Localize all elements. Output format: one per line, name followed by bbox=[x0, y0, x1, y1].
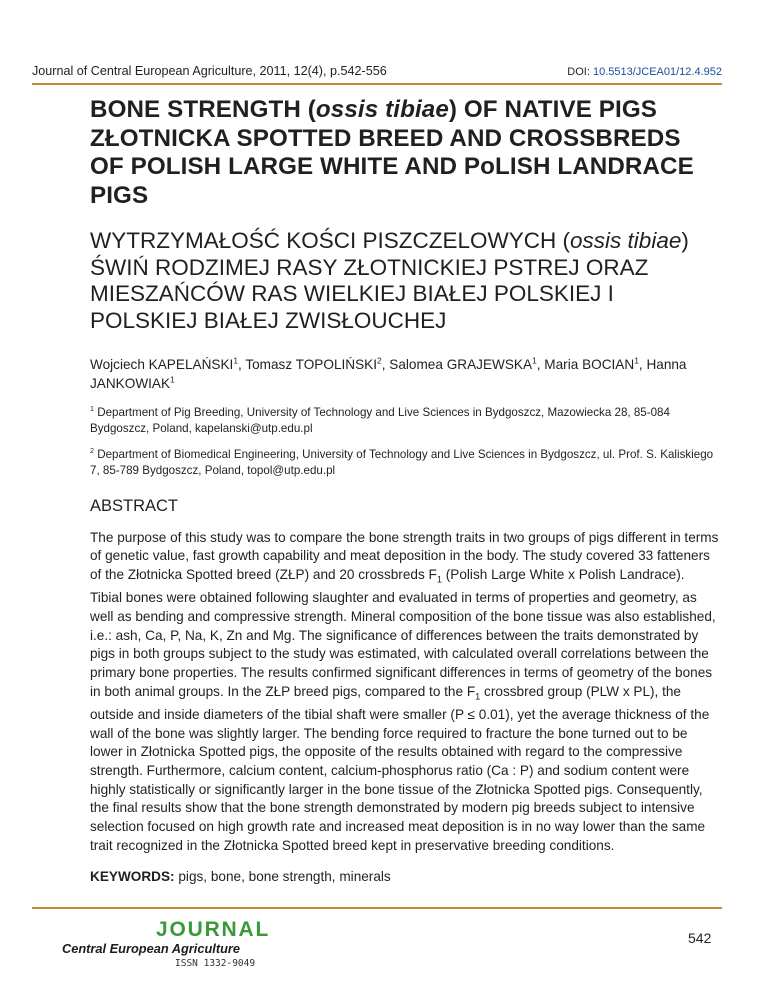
doi-label: DOI: bbox=[567, 66, 590, 78]
keywords-label: KEYWORDS: bbox=[90, 869, 175, 885]
author: Hanna JANKOWIAK bbox=[90, 357, 687, 391]
title-latin-term: ossis tibiae bbox=[315, 96, 449, 123]
article-front-matter bbox=[90, 96, 720, 884]
title-pl-latin-term: ossis tibiae bbox=[570, 228, 682, 253]
affiliation-1: $^1$ Department of Pig Breeding, University of Technology and Live Sciences in Bydgoszcz, Mazowiecka 28, 85-084 Bydgoszcz, Poland, kapelanski@utp.edu.pl bbox=[90, 404, 670, 435]
doi-link[interactable]: 10.5513/JCEA01/12.4.952 bbox=[592, 66, 722, 78]
abstract-heading: ABSTRACT bbox=[90, 496, 179, 515]
article-title-english: BONE STRENGTH (ossis tibiae) OF NATIVE PIGS ZŁOTNICKA SPOTTED BREED AND CROSSBREDS OF POLISH LARGE WHITE AND PoLISH LANDRACE PIGS bbox=[90, 96, 694, 209]
journal-logo bbox=[62, 918, 292, 982]
author: Tomasz TOPOLIŃSKI bbox=[245, 357, 378, 372]
abstract-text: The purpose of this study was to compare the bone strength traits in two groups of pigs different in terms of genetic value, fast growth capability and meat deposition in the body. The study covered 33 fatteners of the Złotnicka Spotted breed (ZŁP) and 20 crossbreds $F_1$ (Polish Large White x Polish Landrace). Tibial bones were obtained following slaughter and evaluated in terms of properties and geometry, as well as bending and compressive strength. Mineral composition of the bone tissue was also established, i.e.: ash, Ca, P, Na, K, Zn and Mg. The significance of differences between the traits demonstrated by pigs in both groups subject to the study was estimated, with calculated overall correlations between the primary bone properties. The results confirmed significant differences in terms of geometry of the bones in both animal groups. In the ZŁP breed pigs, compared to the $F_1$ crossbred group (PLW x PL), the outside and inside diameters of the tibial shaft were smaller (P ≤ 0.01), yet the average thickness of the wall of the bone was slightly larger. The bending force required to fracture the bone turned out to be lower in Złotnicka Spotted pigs, the opposite of the results obtained with regard to the compressive strength. Furthermore, calcium content, calcium-phosphorus ratio (Ca : P) and sodium content were highly statistically or significantly larger in the bone tissue of the Złotnicka Spotted pigs. Consequently, the final results show that the bone strength demonstrated by modern pig breeds subject to intensive selection focused on high growth rate and increased meat deposition is in no way lower than the same trait recognized in the Złotnicka Spotted breed kept in preservative breeding conditions. bbox=[90, 529, 719, 853]
footer-rule bbox=[32, 907, 722, 909]
logo-journal-word: JOURNAL bbox=[156, 918, 271, 941]
article-title-polish: WYTRZYMAŁOŚĆ KOŚCI PISZCZELOWYCH (ossis tibiae) ŚWIŃ RODZIMEJ RASY ZŁOTNICKIEJ PSTREJ ORAZ MIESZAŃCÓW RAS WIELKIEJ BIAŁEJ POLSKIEJ I POLSKIEJ BIAŁEJ ZWISŁOUCHEJ bbox=[90, 228, 689, 333]
keywords-line bbox=[90, 869, 720, 884]
page-number: 542 bbox=[688, 930, 712, 946]
keywords-list: pigs, bone, bone strength, minerals bbox=[174, 869, 391, 885]
author: Salomea GRAJEWSKA bbox=[389, 357, 533, 372]
logo-journal-name: Central European Agriculture bbox=[62, 941, 241, 956]
header-rule bbox=[32, 83, 722, 85]
author: Maria BOCIAN bbox=[544, 357, 635, 372]
doi-line bbox=[567, 66, 722, 78]
author-list: Wojciech KAPELAŃSKI$^1$, Tomasz TOPOLIŃSKI$^2$, Salomea GRAJEWSKA$^1$, Maria BOCIAN$^1$, Hanna JANKOWIAK$^1$ bbox=[90, 355, 687, 391]
logo-issn: ISSN 1332-9049 bbox=[175, 958, 256, 969]
running-header bbox=[32, 64, 722, 78]
affiliation-2: $^2$ Department of Biomedical Engineering, University of Technology and Live Sciences in Bydgoszcz, ul. Prof. S. Kaliskiego 7, 85-789 Bydgoszcz, Poland, topol@utp.edu.pl bbox=[90, 446, 714, 477]
author: Wojciech KAPELAŃSKI bbox=[90, 357, 234, 372]
journal-citation: Journal of Central European Agriculture, 2011, 12(4), p.542-556 bbox=[32, 64, 387, 78]
